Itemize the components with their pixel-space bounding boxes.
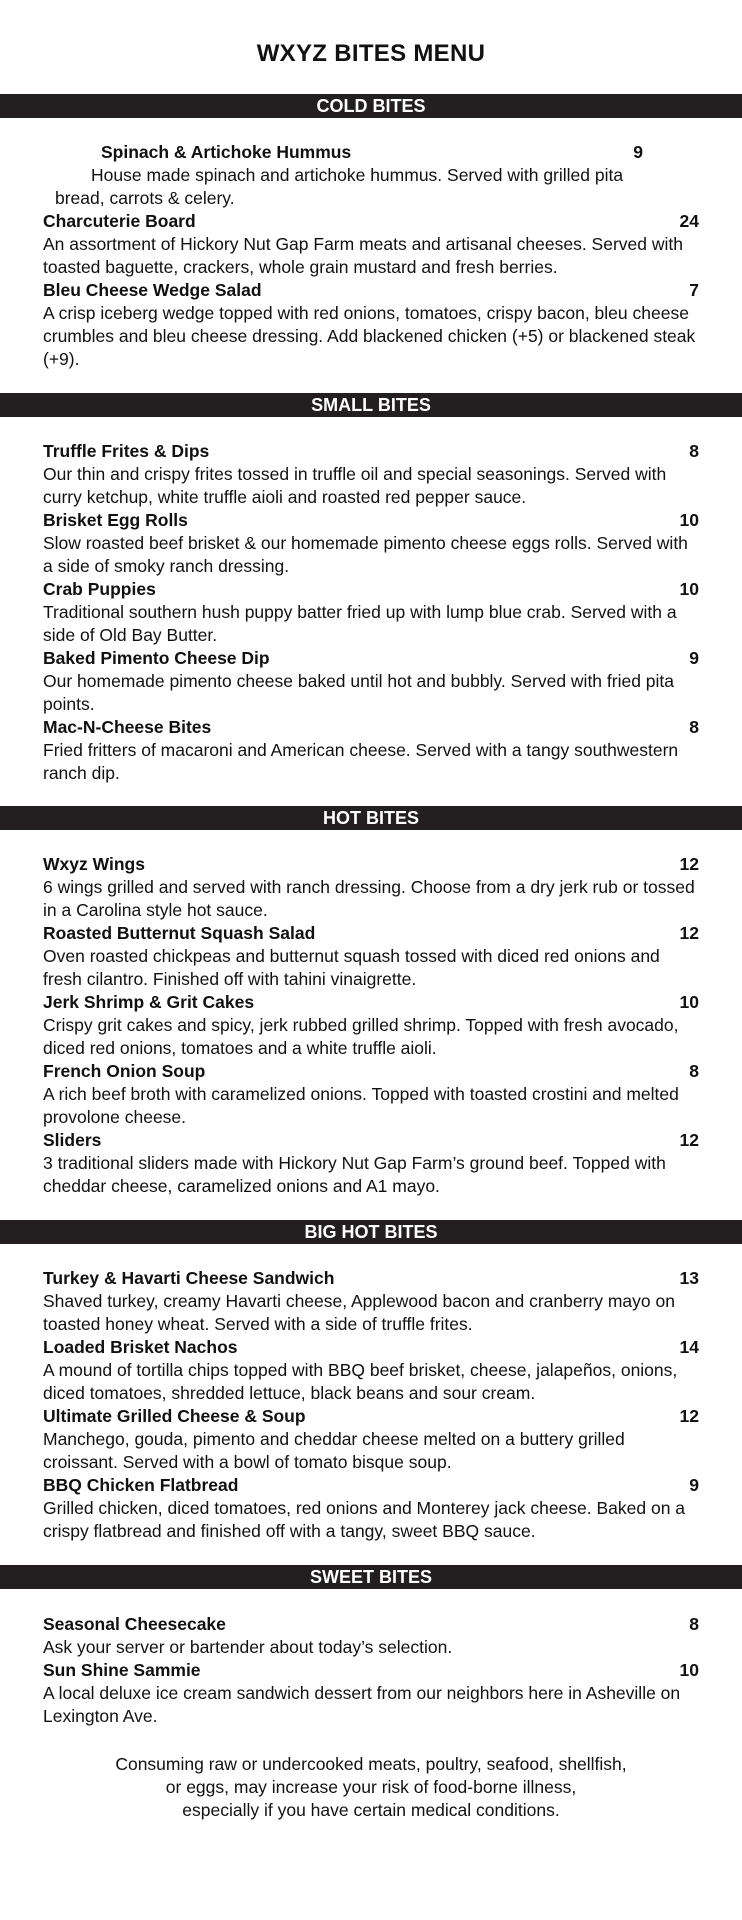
item-name: Turkey & Havarti Cheese Sandwich bbox=[43, 1268, 335, 1288]
menu-item bbox=[43, 509, 699, 578]
item-price: 10 bbox=[679, 510, 699, 530]
item-description: 6 wings grilled and served with ranch dressing. Choose from a dry jerk rub or tossed in a Carolina style hot sauce. bbox=[43, 877, 695, 920]
item-description: A local deluxe ice cream sandwich dessert from our neighbors here in Asheville on Lexington Ave. bbox=[43, 1683, 681, 1726]
menu-item bbox=[43, 1060, 699, 1129]
item-description: Oven roasted chickpeas and butternut squash tossed with diced red onions and fresh cilantro. Finished off with tahini vinaigrette. bbox=[43, 946, 660, 989]
menu-item bbox=[43, 578, 699, 647]
menu-item bbox=[43, 279, 699, 371]
item-name: Brisket Egg Rolls bbox=[43, 510, 188, 530]
item-price: 10 bbox=[679, 579, 699, 599]
item-description: Slow roasted beef brisket & our homemade pimento cheese eggs rolls. Served with a side of smoky ranch dressing. bbox=[43, 533, 688, 576]
item-name: Sun Shine Sammie bbox=[43, 1660, 201, 1680]
menu-item bbox=[43, 1613, 699, 1659]
item-name: Charcuterie Board bbox=[43, 211, 196, 231]
item-description: Grilled chicken, diced tomatoes, red onions and Monterey jack cheese. Baked on a crispy flatbread and finished off with a tangy, sweet BBQ sauce. bbox=[43, 1498, 686, 1541]
food-safety-disclaimer bbox=[0, 1753, 742, 1822]
item-description: Fried fritters of macaroni and American cheese. Served with a tangy southwestern ranch dip. bbox=[43, 740, 679, 783]
item-description: A mound of tortilla chips topped with BBQ beef brisket, cheese, jalapeños, onions, diced tomatoes, shredded lettuce, black beans and sour cream. bbox=[43, 1360, 678, 1403]
disclaimer-line: especially if you have certain medical conditions. bbox=[182, 1800, 560, 1820]
item-name: Crab Puppies bbox=[43, 579, 156, 599]
menu-item bbox=[43, 1336, 699, 1405]
menu-item bbox=[43, 647, 699, 716]
item-price: 24 bbox=[679, 211, 699, 231]
item-name: Baked Pimento Cheese Dip bbox=[43, 648, 270, 668]
menu-item bbox=[43, 991, 699, 1060]
item-description: Our homemade pimento cheese baked until hot and bubbly. Served with fried pita points. bbox=[43, 671, 675, 714]
item-description: House made spinach and artichoke hummus. Served with grilled pita bread, carrots & celery. bbox=[55, 165, 624, 208]
item-price: 8 bbox=[689, 1061, 699, 1081]
item-name: Seasonal Cheesecake bbox=[43, 1614, 226, 1634]
item-price: 7 bbox=[689, 280, 699, 300]
item-description: Our thin and crispy frites tossed in truffle oil and special seasonings. Served with curry ketchup, white truffle aioli and roasted red pepper sauce. bbox=[43, 464, 667, 507]
item-description: A rich beef broth with caramelized onions. Topped with toasted crostini and melted provolone cheese. bbox=[43, 1084, 679, 1127]
item-price: 12 bbox=[679, 1406, 699, 1426]
item-price: 9 bbox=[689, 648, 699, 668]
item-name: Spinach & Artichoke Hummus bbox=[101, 142, 352, 162]
item-description: Traditional southern hush puppy batter fried up with lump blue crab. Served with a side of Old Bay Butter. bbox=[43, 602, 677, 645]
item-name: Ultimate Grilled Cheese & Soup bbox=[43, 1406, 306, 1426]
menu-item bbox=[43, 440, 699, 509]
menu-item bbox=[43, 716, 699, 785]
item-name: Wxyz Wings bbox=[43, 854, 145, 874]
menu-item bbox=[43, 1267, 699, 1336]
menu-item bbox=[43, 853, 699, 922]
item-name: Sliders bbox=[43, 1130, 102, 1150]
menu-item bbox=[43, 141, 699, 210]
item-price: 9 bbox=[689, 1475, 699, 1495]
item-price: 10 bbox=[679, 992, 699, 1012]
item-name: Jerk Shrimp & Grit Cakes bbox=[43, 992, 255, 1012]
menu-item bbox=[43, 1659, 699, 1728]
item-description: Manchego, gouda, pimento and cheddar cheese melted on a buttery grilled croissant. Served with a bowl of tomato bisque soup. bbox=[43, 1429, 625, 1472]
item-price: 12 bbox=[679, 1130, 699, 1150]
item-name: Mac-N-Cheese Bites bbox=[43, 717, 212, 737]
menu-item bbox=[43, 210, 699, 279]
item-name: Loaded Brisket Nachos bbox=[43, 1337, 238, 1357]
item-price: 14 bbox=[679, 1337, 699, 1357]
menu-item bbox=[43, 1129, 699, 1198]
item-price: 12 bbox=[679, 923, 699, 943]
item-description: Crispy grit cakes and spicy, jerk rubbed grilled shrimp. Topped with fresh avocado, diced red onions, tomatoes and a white truffle aioli. bbox=[43, 1015, 679, 1058]
item-name: Bleu Cheese Wedge Salad bbox=[43, 280, 262, 300]
item-description: 3 traditional sliders made with Hickory Nut Gap Farm’s ground beef. Topped with cheddar cheese, caramelized onions and A1 mayo. bbox=[43, 1153, 666, 1196]
item-price: 8 bbox=[689, 441, 699, 461]
item-name: BBQ Chicken Flatbread bbox=[43, 1475, 239, 1495]
menu-item bbox=[43, 1474, 699, 1543]
item-name: Truffle Frites & Dips bbox=[43, 441, 210, 461]
item-price: 12 bbox=[679, 854, 699, 874]
item-description: An assortment of Hickory Nut Gap Farm meats and artisanal cheeses. Served with toasted baguette, crackers, whole grain mustard and fresh berries. bbox=[43, 234, 683, 277]
item-name: French Onion Soup bbox=[43, 1061, 206, 1081]
menu-item bbox=[43, 922, 699, 991]
item-price: 13 bbox=[679, 1268, 699, 1288]
disclaimer-line: or eggs, may increase your risk of food-borne illness, bbox=[165, 1777, 577, 1797]
item-name: Roasted Butternut Squash Salad bbox=[43, 923, 316, 943]
section-heading-sweet-bites: SWEET BITES bbox=[0, 1565, 742, 1589]
section-heading-cold-bites: COLD BITES bbox=[0, 94, 742, 118]
menu-title: WXYZ BITES MENU bbox=[256, 40, 486, 67]
disclaimer-line: Consuming raw or undercooked meats, poultry, seafood, shellfish, bbox=[115, 1754, 627, 1774]
section-heading-hot-bites: HOT BITES bbox=[0, 806, 742, 830]
item-price: 8 bbox=[689, 1614, 699, 1634]
item-description: Shaved turkey, creamy Havarti cheese, Applewood bacon and cranberry mayo on toasted honey wheat. Served with a side of truffle frites. bbox=[43, 1291, 675, 1334]
item-price: 8 bbox=[689, 717, 699, 737]
section-heading-big-hot-bites: BIG HOT BITES bbox=[0, 1220, 742, 1244]
item-price: 10 bbox=[679, 1660, 699, 1680]
item-description: A crisp iceberg wedge topped with red onions, tomatoes, crispy bacon, bleu cheese crumbles and bleu cheese dressing. Add blackened chicken (+5) or blackened steak (+9). bbox=[43, 303, 696, 369]
item-price: 9 bbox=[633, 142, 643, 162]
item-description: Ask your server or bartender about today’s selection. bbox=[43, 1637, 453, 1657]
section-heading-small-bites: SMALL BITES bbox=[0, 393, 742, 417]
menu-item bbox=[43, 1405, 699, 1474]
